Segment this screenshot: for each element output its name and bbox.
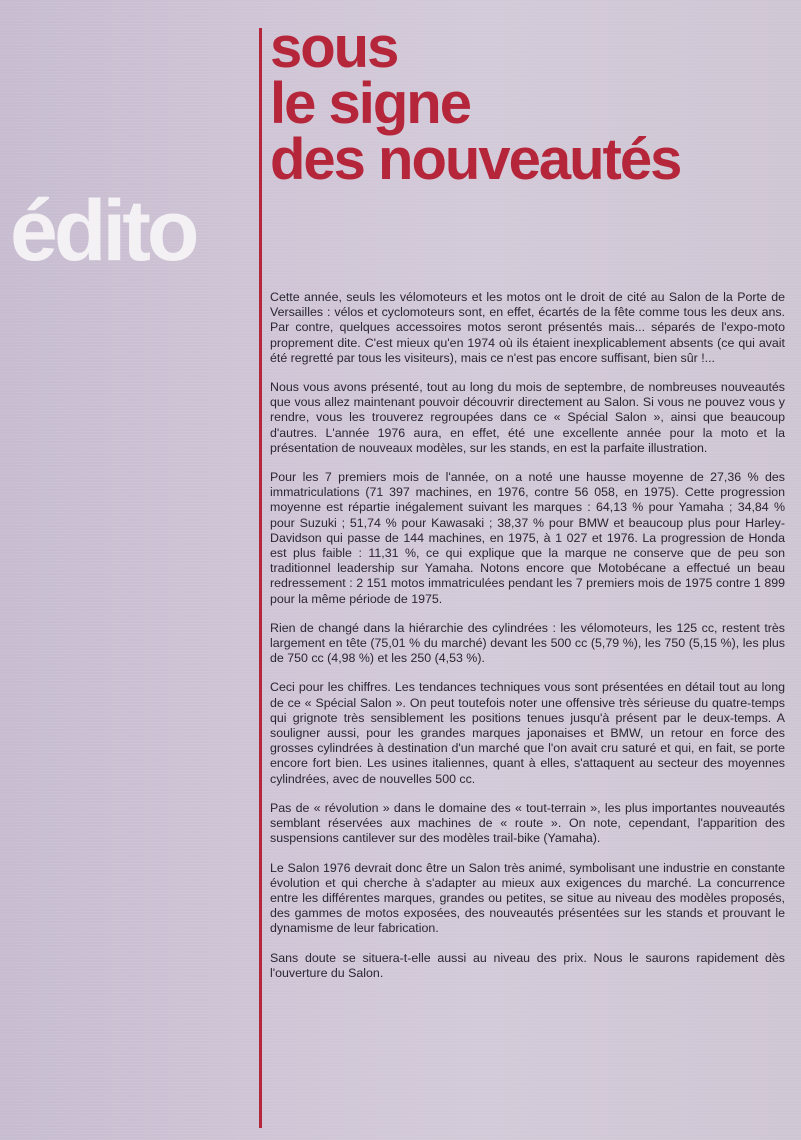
paragraph-4: Rien de changé dans la hiérarchie des cylindrées : les vélomoteurs, les 125 cc, restent très largement en tête (75,01 % du marché) devant les 500 cc (5,79 %), les 750 (5,15 %), les plus de 750 cc (4,98 %) et les 250 (4,53 %). <box>270 620 785 666</box>
headline <box>270 15 790 192</box>
headline-line-3: des nouveautés <box>270 127 681 192</box>
headline-line-1: sous <box>270 15 398 80</box>
paragraph-5: Ceci pour les chiffres. Les tendances techniques vous sont présentées en détail tout au long de ce « Spécial Salon ». On peut toutefois noter une offensive très sérieuse du quatre-temps qui grignote très sensiblement les positions tenues jusqu'à présent par le deux-temps. A souligner aussi, pour les grandes marques japonaises et BMW, un retour en force des grosses cylindrées à destination d'un marché que l'on avait cru saturé et qui, en fait, se porte encore fort bien. Les usines italiennes, quant à elles, s'attaquent au secteur des moyennes cylindrées, avec de nouvelles 500 cc. <box>270 680 785 786</box>
rubric-edito: édito <box>10 183 196 279</box>
paragraph-3: Pour les 7 premiers mois de l'année, on a noté une hausse moyenne de 27,36 % des immatriculations (71 397 machines, en 1976, contre 56 058, en 1975). Cette progression moyenne est répartie inégalement suivant les marques : 64,13 % pour Yamaha ; 34,84 % pour Suzuki ; 51,74 % pour Kawasaki ; 38,37 % pour BMW et beaucoup plus pour Harley-Davidson qui passe de 144 machines, en 1975, à 1 027 et 1976. La progression de Honda est plus faible : 11,31 %, ce qui explique que la marque ne conserve que de peu son traditionnel leadership sur Yamaha. Notons encore que Motobécane a effectué un beau redressement : 2 151 motos immatriculées pendant les 7 premiers mois de 1975 contre 1 899 pour la même période de 1975. <box>270 470 785 606</box>
paragraph-1: Cette année, seuls les vélomoteurs et les motos ont le droit de cité au Salon de la Porte de Versailles : vélos et cyclomoteurs sont, en effet, écartés de la fête comme tous les deux ans. Par contre, quelques accessoires motos seront présentés mais... séparés de l'expo-moto proprement dite. C'est mieux qu'en 1974 où ils étaient inexplicablement absents (ce qui avait été regretté par tous les visiteurs), mais ce n'est pas encore suffisant, bien sûr !... <box>270 290 785 365</box>
paragraph-8: Sans doute se situera-t-elle aussi au niveau des prix. Nous le saurons rapidement dès l'ouverture du Salon. <box>270 950 785 980</box>
vertical-rule <box>259 28 262 1128</box>
paragraph-6: Pas de « révolution » dans le domaine des « tout-terrain », les plus importantes nouveautés semblant réservées aux machines de « route ». On note, cependant, l'apparition des suspensions cantilever sur des modèles trail-bike (Yamaha). <box>270 800 785 846</box>
headline-line-2: le signe <box>270 71 470 136</box>
article-body <box>270 290 785 995</box>
paragraph-2: Nous vous avons présenté, tout au long du mois de septembre, de nombreuses nouveautés que vous allez maintenant pouvoir découvrir directement au Salon. Si vous ne pouvez vous y rendre, vous les trouverez regroupées dans ce « Spécial Salon », ainsi que beaucoup d'autres. L'année 1976 aura, en effet, été une excellente année pour la moto et la présentation de nouveaux modèles, sur les stands, en est la parfaite illustration. <box>270 380 785 455</box>
paragraph-7: Le Salon 1976 devrait donc être un Salon très animé, symbolisant une industrie en constante évolution et qui cherche à s'adapter au mieux aux exigences du marché. La concurrence entre les différentes marques, grandes ou petites, se situe au niveau des modèles proposés, des gammes de motos exposées, des nouveautés présentées sur les stands et prouvant le dynamisme de leur fabrication. <box>270 860 785 936</box>
